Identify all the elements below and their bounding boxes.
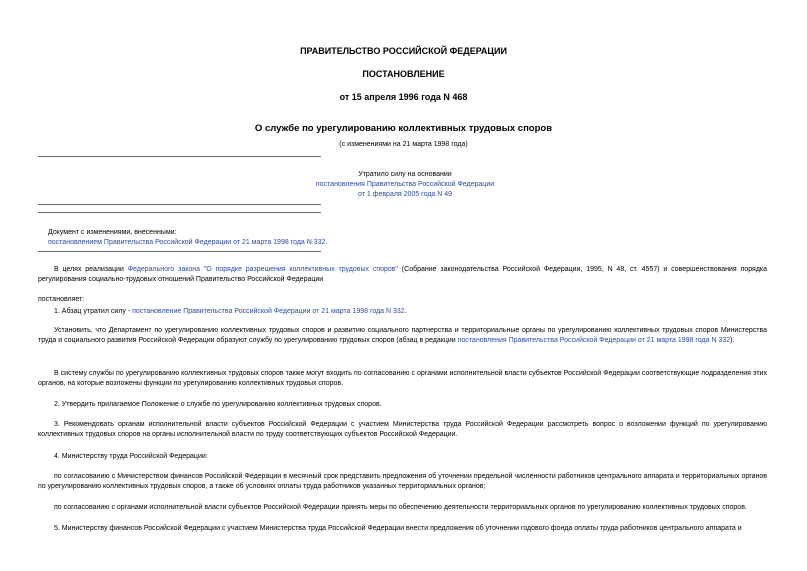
divider: [38, 251, 321, 252]
resolution-332-link-2[interactable]: постановления Правительства Российской Федерации от 21 марта 1998 года N 332: [457, 337, 731, 344]
paragraph-1-system: В систему службы по урегулированию коллективных трудовых споров также могут входить по согласованию с органами исполнительной власти субъектов Российской Федерации соответствующие подразделения этих органов, на которые возложены функции по урегулированию коллективных трудовых споров.: [38, 370, 767, 387]
amendments-link[interactable]: постановлением Правительства Российской Федерации от 21 марта 1998 года N 332.: [48, 239, 328, 246]
amendments-label: Документ с изменениями, внесенными:: [48, 229, 177, 236]
amendments-block: [48, 228, 448, 248]
repeal-link-2[interactable]: от 1 февраля 2005 года N 49: [357, 191, 453, 198]
paragraph-3: 3. Рекомендовать органам исполнительной власти субъектов Российской Федерации с участием Министерства труда Российской Федерации рассмотреть вопрос о возложении функций по урегулированию коллективных трудовых споров на органы исполнительной власти по труду соответствующих субъектов Российской Федерации.: [38, 421, 767, 438]
paragraph-resolves: постановляет:: [38, 296, 85, 303]
paragraph-2: 2. Утвердить прилагаемое Положение о службе по урегулированию коллективных трудовых споров.: [54, 401, 382, 408]
divider: [38, 212, 321, 213]
paragraph-5: 5. Министерству финансов Российской Федерации с участием Министерства труда Российской Федерации внести предложения об уточнении годового фонда оплаты труда работников центрального аппарата и: [54, 525, 742, 532]
paragraph-4-finance: по согласованию с Министерством финансов Российской Федерации в месячный срок представить предложения об уточнении предельной численности работников центрального аппарата и территориальных органов по урегулированию коллективных трудовых споров, а также об условиях оплаты труда работников указанных территориальных органов;: [38, 473, 767, 490]
document-title: О службе по урегулированию коллективных трудовых споров: [254, 123, 553, 134]
changes-note: (с изменениями на 21 марта 1998 года): [339, 141, 468, 148]
paragraph-preamble: В целях реализации Федерального закона "О порядке разрешения коллективных трудовых споров" (Собрание законодательства Российской Федерации, 1995, N 48, ст. 4557) и совершенствования порядка регулирования социально-трудовых отношений Правительство Российской Федерации: [38, 266, 768, 283]
divider: [38, 204, 321, 205]
repeal-note: [300, 170, 510, 200]
paragraph-4: 4. Министерству труда Российской Федерации:: [54, 453, 208, 460]
repeal-link-1[interactable]: постановления Правительства Российской Федерации: [315, 181, 495, 188]
government-heading: ПРАВИТЕЛЬСТВО РОССИЙСКОЙ ФЕДЕРАЦИИ: [300, 46, 507, 56]
divider: [38, 156, 321, 157]
document-type: ПОСТАНОВЛЕНИЕ: [362, 69, 445, 79]
document-date: от 15 апреля 1996 года N 468: [339, 92, 468, 102]
paragraph-1: 1. Абзац утратил силу - постановление Правительства Российской Федерации от 21 марта 1998 года N 332.: [54, 308, 407, 315]
paragraph-4-regions: по согласованию с органами исполнительной власти субъектов Российской Федерации принять меры по обеспечению деятельности территориальных органов по урегулированию коллективных трудовых споров.: [54, 504, 747, 511]
paragraph-1-establish: Установить, что Департамент по урегулированию коллективных трудовых споров и развитию социального партнерства и территориальные органы по урегулированию коллективных трудовых споров Министерства труда и социального развития Российской Федерации образуют службу по урегулированию трудовых споров (абзац в редакции постановления Правительства Российской Федерации от 21 марта 1998 года N 332).: [38, 327, 767, 344]
federal-law-link[interactable]: Федерального закона "О порядке разрешения коллективных трудовых споров": [127, 266, 398, 273]
resolution-332-link[interactable]: постановление Правительства Российской Федерации от 21 марта 1998 года N 332.: [132, 308, 407, 315]
repeal-line: Утратило силу на основании: [358, 171, 452, 178]
